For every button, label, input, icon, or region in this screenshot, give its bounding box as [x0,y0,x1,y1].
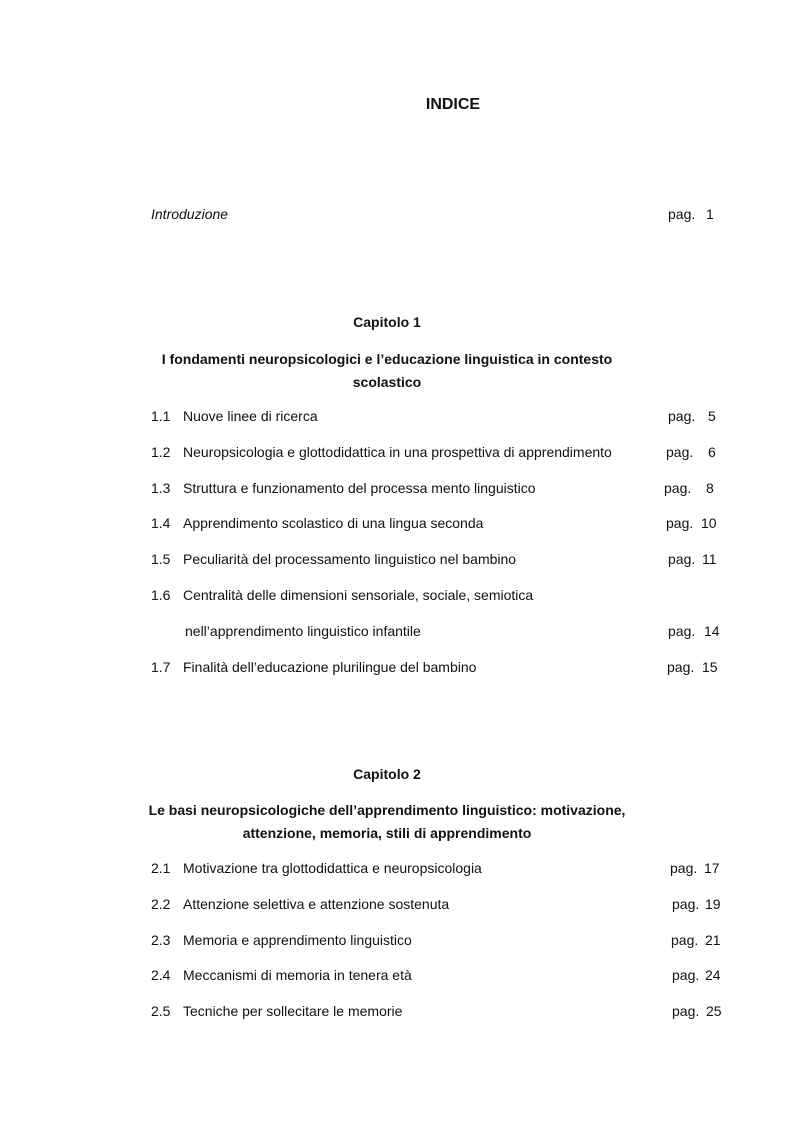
entry-page-number: 11 [702,551,717,567]
entry-number: 2.2 [151,896,171,912]
entry-title: Meccanismi di memoria in tenera età [183,967,412,983]
entry-title-continuation: nell’apprendimento linguistico infantile [185,623,421,639]
entry-title: Apprendimento scolastico di una lingua seconda [183,515,484,531]
chapter-2-title: Le basi neuropsicologiche dell’apprendimento linguistico: motivazione, attenzione, memoria, stili di apprendimento [148,802,626,841]
entry-page-number: 6 [708,444,716,460]
intro-label: Introduzione [151,206,229,222]
entry-pag: pag. [667,659,695,675]
chapter-1-title: I fondamenti neuropsicologici e l’educazione linguistica in contesto scolastico [161,351,613,390]
entry-number: 1.7 [151,659,171,675]
page-title: INDICE [425,96,481,113]
intro-page-number: 1 [706,206,714,222]
entry-page-number: 19 [705,896,721,912]
intro-pag: pag. [668,206,696,222]
entry-pag: pag. [672,896,700,912]
entry-number: 1.2 [151,444,171,460]
entry-number: 1.1 [151,408,171,424]
entry-page-number: 21 [705,932,721,948]
entry-pag: pag. [668,551,696,567]
entry-title: Motivazione tra glottodidattica e neuropsicologia [183,860,482,876]
entry-pag: pag. [666,515,694,531]
entry-title: Neuropsicologia e glottodidattica in una prospettiva di apprendimento [183,444,612,460]
entry-title: Attenzione selettiva e attenzione sostenuta [183,896,450,912]
entry-page-number: 5 [708,408,716,424]
entry-title: Nuove linee di ricerca [183,408,318,424]
entry-number: 1.4 [151,515,171,531]
entry-title: Peculiarità del processamento linguistico nel bambino [183,551,517,567]
entry-number: 1.3 [151,480,171,496]
entry-page-number: 24 [705,967,721,983]
entry-page-number: 8 [706,480,714,496]
entry-pag: pag. [666,444,694,460]
entry-pag: pag. [664,480,692,496]
entry-title: Centralità delle dimensioni sensoriale, sociale, semiotica [183,587,534,603]
entry-title: Memoria e apprendimento linguistico [183,932,412,948]
entry-pag: pag. [670,860,698,876]
entry-number: 2.5 [151,1003,171,1019]
chapter-2-label: Capitolo 2 [353,766,421,782]
entry-pag: pag. [672,967,700,983]
entry-number: 1.5 [151,551,171,567]
entry-number: 2.1 [151,860,171,876]
entry-pag: pag. [671,932,699,948]
entry-page-number: 10 [701,515,717,531]
entry-page-number: 17 [704,860,720,876]
entry-page-number: 14 [704,623,720,639]
entry-title: Tecniche per sollecitare le memorie [183,1003,403,1019]
entry-number: 1.6 [151,587,171,603]
entry-title: Struttura e funzionamento del processa mento linguistico [183,480,536,496]
entry-title: Finalità dell’educazione plurilingue del bambino [183,659,477,675]
chapter-1-label: Capitolo 1 [353,314,421,330]
entry-pag: pag. [668,408,696,424]
entry-number: 2.3 [151,932,171,948]
entry-pag: pag. [672,1003,700,1019]
entry-number: 2.4 [151,967,171,983]
entry-page-number: 25 [706,1003,722,1019]
entry-pag: pag. [668,623,696,639]
entry-page-number: 15 [702,659,718,675]
